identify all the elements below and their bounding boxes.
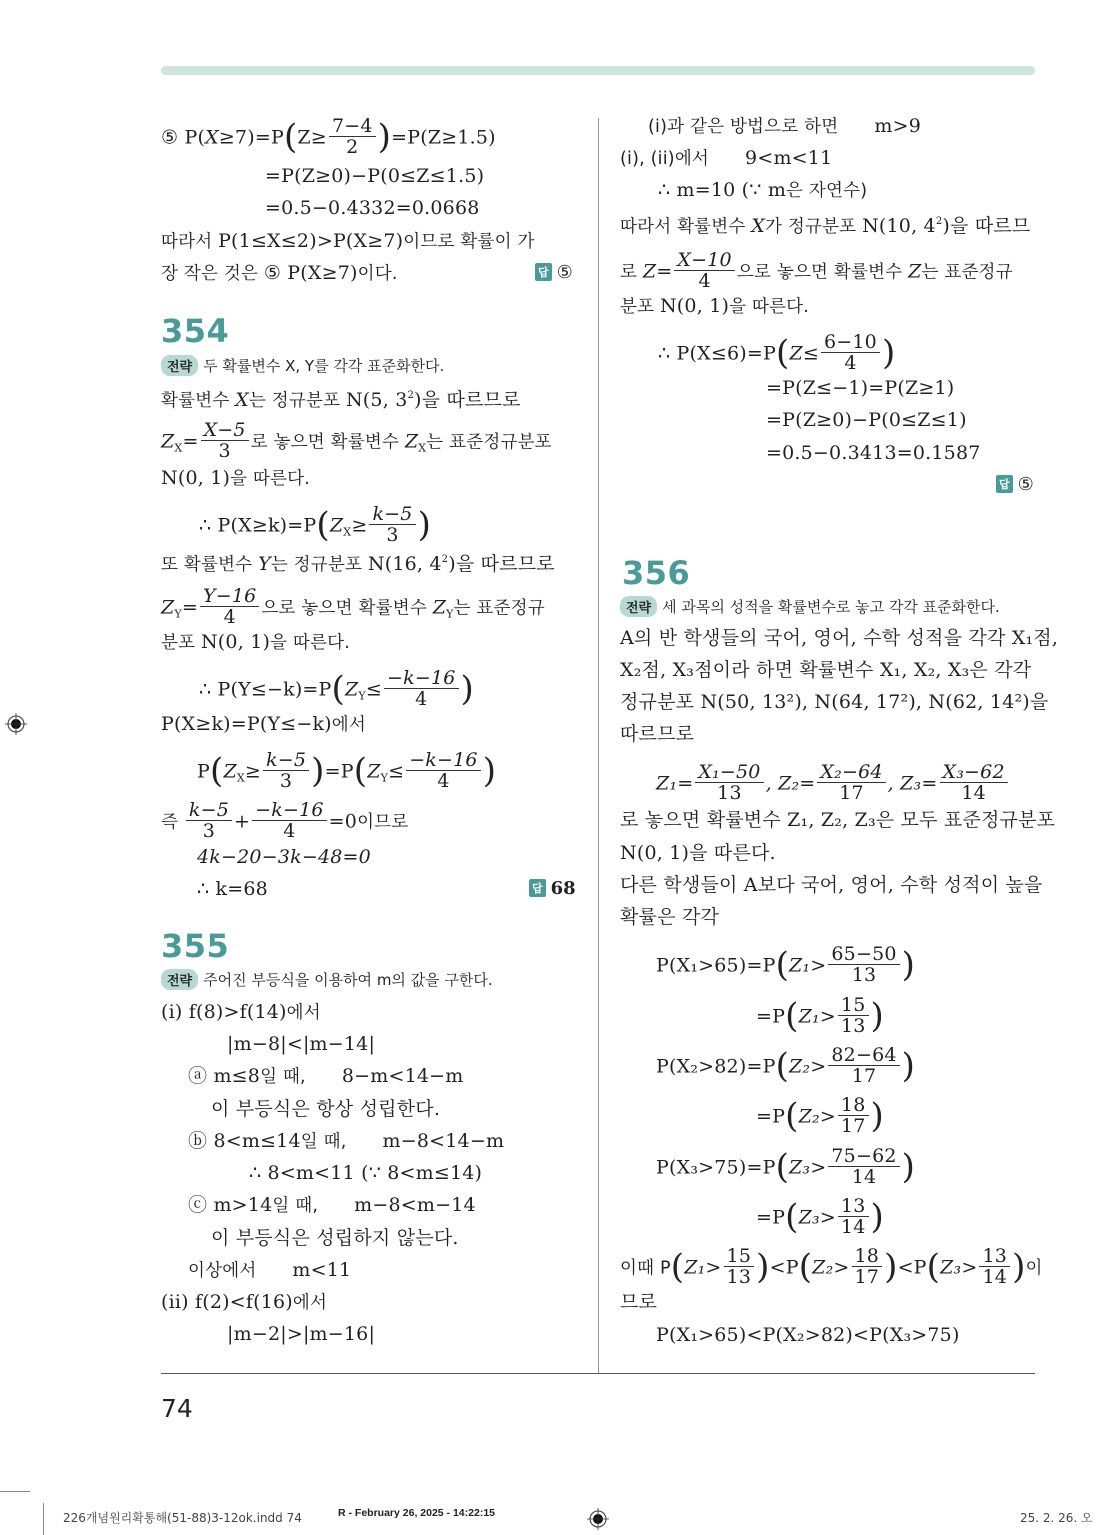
- strategy-line: 전략 두 확률변수 X, Y를 각각 표준화한다.: [161, 355, 444, 376]
- answer-badge: 답 ⑤: [535, 262, 573, 283]
- answer-label-icon: 답: [529, 879, 546, 897]
- solution-line: =P(Z≤−1)=P(Z≥1): [766, 377, 955, 399]
- registration-mark-icon: [5, 713, 27, 735]
- answer-label-icon: 답: [996, 475, 1013, 493]
- solution-line: ∴ P(X≤6)=P(Z≤ $\frac{6-10}{4}$ ): [658, 331, 896, 374]
- solution-line: $Z_Y=$ $\frac{Y-16}{4}$ 으로 놓으면 확률변수 $Z_Y$는 표준정규: [161, 585, 545, 628]
- solution-line: =0.5−0.4332=0.0668: [265, 197, 480, 219]
- strategy-line: 전략 주어진 부등식을 이용하여 m의 값을 구한다.: [161, 969, 493, 990]
- solution-line: 정규분포 N(50, 13²), N(64, 17²), N(62, 14²)을: [620, 691, 1049, 713]
- solution-line: P(X₁>65)<P(X₂>82)<P(X₃>75): [656, 1324, 960, 1346]
- solution-line: |m−8|<|m−14|: [227, 1033, 376, 1055]
- solution-line: =P(Z₁> $\frac{15}{13}$ ): [756, 994, 884, 1037]
- solution-line: 로 놓으면 확률변수 Z₁, Z₂, Z₃은 모두 표준정규분포: [620, 809, 1056, 831]
- solution-line: 분포 N(0, 1)을 따른다.: [620, 295, 810, 317]
- solution-line: P(X₁>65)=P(Z₁> $\frac{65-50}{13}$ ): [656, 943, 916, 986]
- solution-line: (i), (ii)에서 9<m<11: [620, 147, 833, 169]
- solution-line: 장 작은 것은 ⑤ P(X≥7)이다.: [161, 262, 398, 284]
- solution-line: X₂점, X₃점이라 하면 확률변수 X₁, X₂, X₃은 각각: [620, 659, 1032, 681]
- solution-line: =0.5−0.3413=0.1587: [766, 442, 981, 464]
- solution-line: 이상에서 m<11: [188, 1259, 352, 1281]
- solution-line: 4k−20−3k−48=0: [197, 846, 371, 868]
- solution-line: N(0, 1)을 따른다.: [161, 467, 311, 489]
- solution-line: =P(Z≥0)−P(0≤Z≤1.5): [265, 165, 485, 187]
- solution-line: =P(Z₃> $\frac{13}{14}$ ): [756, 1195, 884, 1238]
- solution-line: 확률변수 X는 정규분포 N(5, $3^2$)을 따르므로: [161, 389, 521, 411]
- solution-line: 또 확률변수 Y는 정규분포 N(16, $4^2$)을 따르므로: [161, 553, 555, 575]
- solution-line: ⑤ P(X≥7)=P(Z≥ $\frac{7-4}{2}$ )=P(Z≥1.5): [161, 115, 496, 158]
- solution-line: =P(Z₂> $\frac{18}{17}$ ): [756, 1094, 884, 1137]
- solution-line: ∴ k=68: [197, 878, 268, 900]
- column-divider: [598, 118, 599, 1373]
- solution-line: 따라서 확률변수 X가 정규분포 N(10, $4^2$)을 따르므: [620, 215, 1031, 237]
- problem-number: 355: [161, 927, 230, 965]
- solution-line: 따르므로: [620, 723, 695, 745]
- solution-line: 므로: [620, 1291, 658, 1313]
- solution-line: ⓐ m≤8일 때, 8−m<14−m: [188, 1065, 464, 1087]
- solution-line: $Z_X=$ $\frac{X-5}{3}$ 로 놓으면 확률변수 $Z_X$는 표준정규분포: [161, 419, 552, 462]
- answer-badge: 답 68: [529, 878, 576, 899]
- solution-line: (i)과 같은 방법으로 하면 m>9: [648, 115, 921, 137]
- solution-line: 즉 $\frac{k-5}{3}$ + $\frac{-k-16}{4}$ =0이므로: [161, 799, 409, 842]
- strategy-line: 전략 세 과목의 성적을 확률변수로 놓고 각각 표준화한다.: [620, 596, 1000, 617]
- page-number: 74: [161, 1394, 193, 1423]
- solution-line: (i) f(8)>f(14)에서: [161, 1001, 321, 1023]
- footer-date: 25. 2. 26. 오: [1020, 1511, 1093, 1525]
- solution-line: ⓒ m>14일 때, m−8<m−14: [188, 1194, 476, 1216]
- problem-number: 354: [161, 312, 230, 350]
- strategy-badge: 전략: [161, 355, 198, 376]
- solution-line: $P(Z_X\ge$ $\frac{k-5}{3}$ )$=P(Z_Y\le$ $\frac{-k-16}{4}$ ): [197, 749, 497, 792]
- strategy-badge: 전략: [161, 969, 198, 990]
- solution-line: ∴ $P(X\ge k)=P(Z_X\ge$ $\frac{k-5}{3}$ ): [199, 503, 432, 546]
- footer-file-info: 226개념원리확통해(51-88)3-12ok.indd 74: [63, 1511, 302, 1525]
- solution-line: (ii) f(2)<f(16)에서: [161, 1291, 328, 1313]
- registration-mark-icon: [587, 1508, 609, 1530]
- solution-line: P(X₃>75)=P(Z₃> $\frac{75-62}{14}$ ): [656, 1145, 916, 1188]
- solution-line: ∴ 8<m<11 (∵ 8<m≤14): [249, 1162, 483, 1184]
- solution-line: 확률은 각각: [620, 906, 720, 928]
- solution-line: 이 부등식은 성립하지 않는다.: [211, 1227, 459, 1249]
- solution-line: A의 반 학생들의 국어, 영어, 수학 성적을 각각 X₁점,: [620, 627, 1059, 649]
- solution-line: 로 Z= $\frac{X-10}{4}$ 으로 놓으면 확률변수 Z는 표준정규: [620, 249, 1013, 292]
- solution-line: |m−2|>|m−16|: [227, 1323, 376, 1345]
- crop-mark: [43, 1503, 44, 1535]
- solution-line: 이때 P(Z₁> $\frac{15}{13}$ )<P(Z₂> $\frac{18}{17}$ )<P(Z₃> $\frac{13}{14}$ )이: [620, 1245, 1043, 1288]
- solution-line: N(0, 1)을 따른다.: [620, 842, 776, 864]
- solution-line: ∴ m=10 (∵ m은 자연수): [658, 179, 868, 201]
- problem-number: 356: [622, 554, 691, 592]
- solution-line: Z₁= $\frac{\text{X₁−50}}{13}$ , Z₂= $\frac{\text{X₂−64}}{17}$ , Z₃= $\frac{\text{X₃−62}}{14}$: [656, 764, 1010, 805]
- answer-label-icon: 답: [535, 263, 552, 281]
- solution-line: ⓑ 8<m≤14일 때, m−8<14−m: [188, 1130, 505, 1152]
- solution-line: 이 부등식은 항상 성립한다.: [211, 1098, 441, 1120]
- solution-line: 다른 학생들이 A보다 국어, 영어, 수학 성적이 높을: [620, 874, 1043, 896]
- crop-mark: [0, 1491, 30, 1492]
- answer-badge: 답 ⑤: [996, 474, 1034, 495]
- strategy-badge: 전략: [620, 596, 657, 617]
- solution-line: 분포 N(0, 1)을 따른다.: [161, 631, 351, 653]
- footer-print-stamp: R - February 26, 2025 - 14:22:15: [338, 1507, 495, 1519]
- solution-line: P(X₂>82)=P(Z₂> $\frac{82-64}{17}$ ): [656, 1044, 916, 1087]
- solution-line: ∴ $P(Y\le-k)=P(Z_Y\le$ $\frac{-k-16}{4}$ ): [199, 667, 475, 710]
- solution-line: P(X≥k)=P(Y≤−k)에서: [161, 713, 367, 735]
- header-accent-bar: [161, 66, 1035, 75]
- bottom-rule: [161, 1373, 1035, 1374]
- solution-line: 따라서 P(1≤X≤2)>P(X≥7)이므로 확률이 가: [161, 230, 535, 252]
- solution-line: =P(Z≥0)−P(0≤Z≤1): [766, 409, 967, 431]
